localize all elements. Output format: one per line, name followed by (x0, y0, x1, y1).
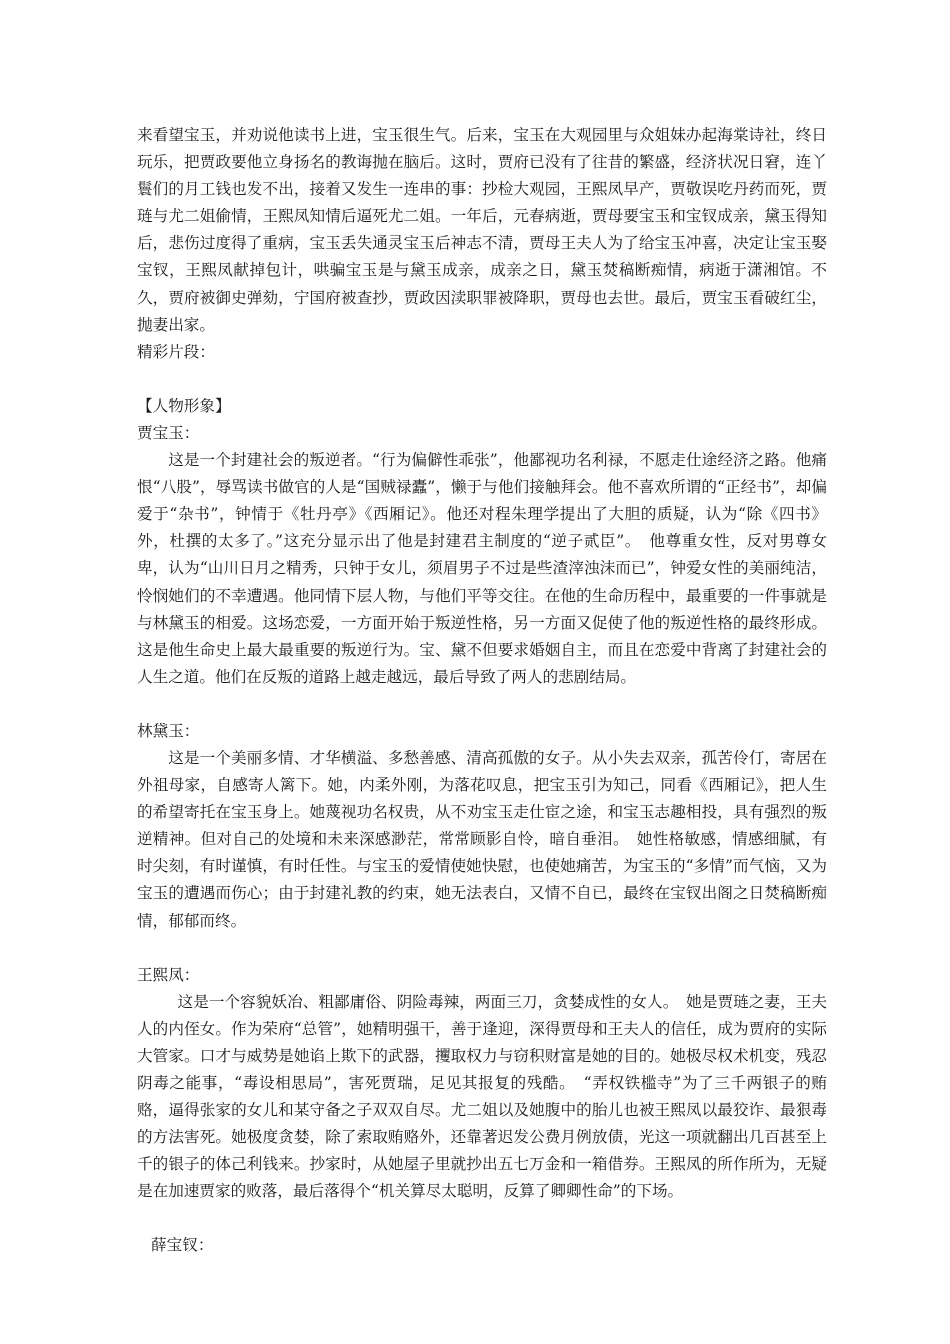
spacer (137, 691, 827, 718)
character-desc-daiyu: 这是一个美丽多情、才华横溢、多愁善感、清高孤傲的女子。从小失去双亲，孤苦伶仃，寄居在外祖母家，自感寄人篱下。她，内柔外刚，为落花叹息，把宝玉引为知己，同看《西厢记》，把人生的希望寄托在宝玉身上。她蔑视功名权贵，从不劝宝玉走仕宦之途，和宝玉志趣相投，具有强烈的叛逆精神。但对自己的处境和未来深感渺茫，常常顾影自怜，暗自垂泪。 她性格敏感，情感细腻，有时尖刻，有时谨慎，有时任性。与宝玉的爱情使她快慰，也使她痛苦，为宝玉的“多情”而气恼，又为宝玉的遭遇而伤心；由于封建礼教的约束，她无法表白，又情不自已，最终在宝钗出阁之日焚稿断痴情，郁郁而终。 (137, 748, 827, 930)
spacer (137, 1205, 827, 1232)
character-desc-baoyu: 这是一个封建社会的叛逆者。“行为偏僻性乖张”，他鄙视功名利禄，不愿走仕途经济之路。他痛恨“八股”，辱骂读书做官的人是“国贼禄蠹”，懒于与他们接触拜会。他不喜欢所谓的“正经书”，却偏爱于“杂书”，钟情于《牡丹亭》《西厢记》。他还对程朱理学提出了大胆的质疑，认为“除《四书》外，杜撰的太多了。”这充分显示出了他是封建君主制度的“逆子贰臣”。 他尊重女性，反对男尊女卑，认为“山川日月之精秀，只钟于女儿，须眉男子不过是些渣滓浊沫而已”，钟爱女性的美丽纯洁，怜悯她们的不幸遭遇。他同情下层人物，与他们平等交往。在他的生命历程中，最重要的一件事就是与林黛玉的相爱。这场恋爱，一方面开始于叛逆性格，另一方面又促使了他的叛逆性格的最终形成。这是他生命史上最大最重要的叛逆行为。宝、黛不但要求婚姻自主，而且在恋爱中背离了封建社会的人生之道。他们在反叛的道路上越走越远，最后导致了两人的悲剧结局。 (137, 451, 827, 686)
character-name-baochai: 薛宝钗： (151, 1236, 214, 1255)
character-name-daiyu: 林黛玉： (137, 721, 200, 740)
character-name-baoyu: 贾宝玉： (137, 423, 200, 442)
spacer (137, 935, 827, 962)
plot-summary-paragraph: 来看望宝玉，并劝说他读书上进，宝玉很生气。后来，宝玉在大观园里与众姐妹办起海棠诗社，终日玩乐，把贾政要他立身扬名的教诲抛在脑后。这时，贾府已没有了往昔的繁盛，经济状况日窘，连丫鬟们的月工钱也发不出，接着又发生一连串的事：抄检大观园，王熙凤早产，贾敬误吃丹药而死，贾琏与尤二姐偷情，王熙凤知情后逼死尤二姐。一年后，元春病逝，贾母要宝玉和宝钗成亲，黛玉得知后，悲伤过度得了重病，宝玉丢失通灵宝玉后神志不清，贾母王夫人为了给宝玉冲喜，决定让宝玉娶宝钗，王熙凤献掉包计，哄骗宝玉是与黛玉成亲，成亲之日，黛玉焚稿断痴情，病逝于潇湘馆。不久，贾府被御史弹劾，宁国府被查抄，贾政因渎职罪被降职，贾母也去世。最后，贾宝玉看破红尘，抛妻出家。 (137, 126, 827, 334)
character-desc-xifeng: 这是一个容貌妖冶、粗鄙庸俗、阴险毒辣，两面三刀，贪婪成性的女人。 她是贾琏之妻，王夫人的内侄女。作为荣府“总管”，她精明强干，善于逢迎，深得贾母和王夫人的信任，成为贾府的实际大管家。口才与威势是她谄上欺下的武器，攫取权力与窃积财富是她的目的。她极尽权术机变，残忍阴毒之能事，“毒设相思局”，害死贾瑞，足见其报复的残酷。 “弄权铁槛寺”为了三千两银子的贿赂，逼得张家的女儿和某守备之子双双自尽。尤二姐以及她腹中的胎儿也被王熙凤以最狡诈、最狠毒的方法害死。她极度贪婪，除了索取贿赂外，还靠著迟发公费月例放债，光这一项就翻出几百甚至上千的银子的体己利钱来。抄家时，从她屋子里就抄出五七万金和一箱借券。王熙凤的所作所为，无疑是在加速贾家的败落，最后落得个“机关算尽太聪明，反算了卿卿性命”的下场。 (137, 992, 827, 1201)
section-title: 【人物形象】 (137, 396, 231, 415)
highlights-label: 精彩片段： (137, 342, 215, 361)
spacer (137, 366, 827, 393)
character-name-xifeng: 王熙凤： (137, 965, 200, 984)
document-body (137, 122, 827, 1260)
